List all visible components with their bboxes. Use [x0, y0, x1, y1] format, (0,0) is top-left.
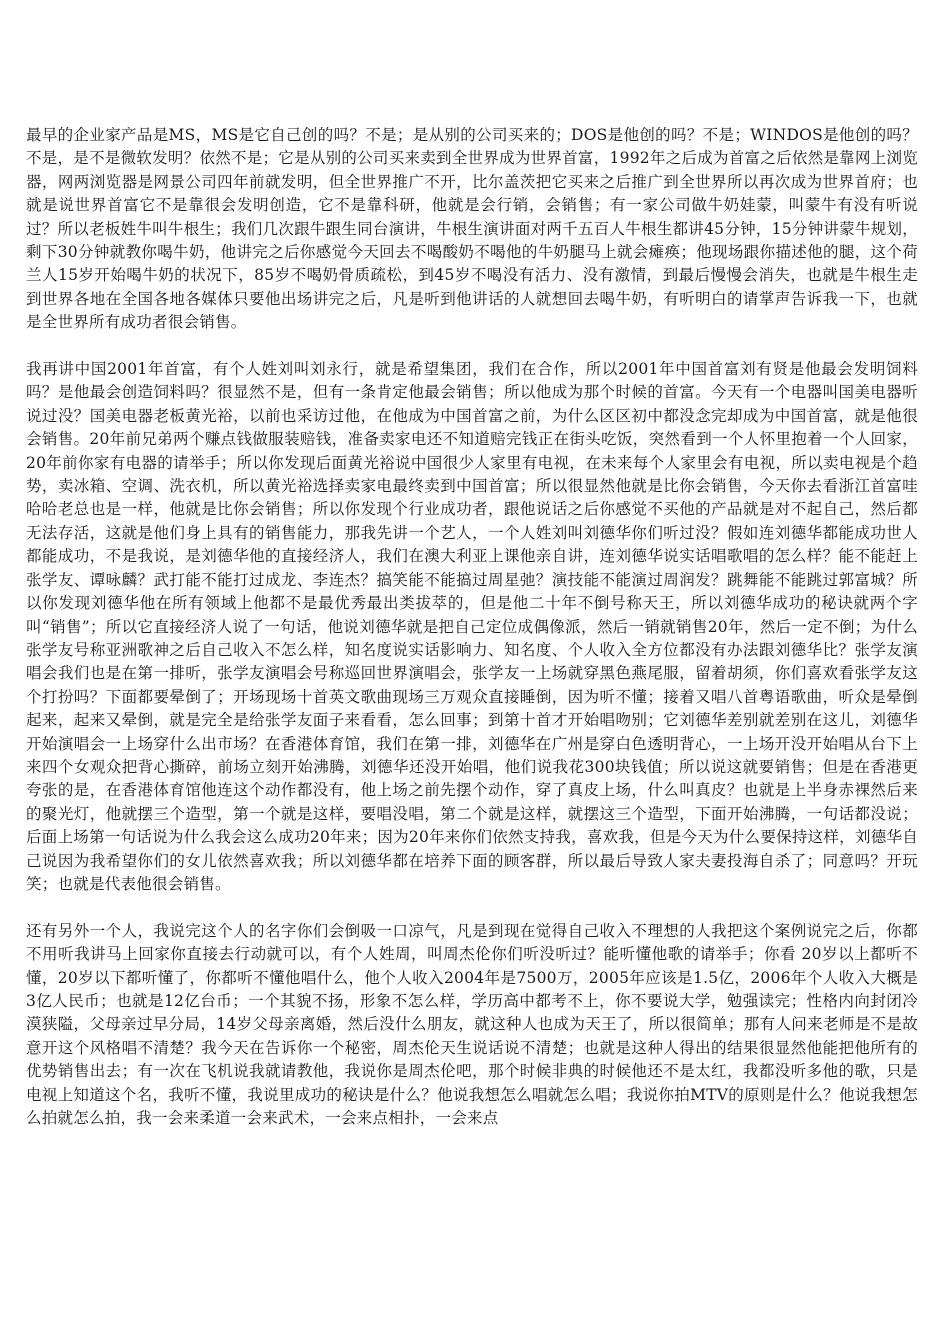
document-body [26, 124, 918, 1154]
paragraph-3: 还有另外一个人，我说完这个人的名字你们会倒吸一口凉气，凡是到现在觉得自己收入不理想的人我把这个案例说完之后，你都不用听我讲马上回家你直接去行动就可以，有个人姓周，叫周杰伦你们听没听过？能听懂他歌的请举手；你看 20岁以上都听不懂，20岁以下都听懂了，你都听不懂他唱什么，他个人收入2004年是7500万，2005年应该是1.5亿，2006年个人收入大概是3亿人民币；也就是12亿台币；一个其貌不扬，形象不怎么样，学历高中都考不上，你不要说大学，勉强读完；性格内向封闭冷漠狭隘，父母亲过早分局，14岁父母亲离婚，然后没什么朋友，就这种人也成为天王了，所以很简单；那有人问来老师是不是故意开这个风格唱不清楚？我今天在告诉你一个秘密，周杰伦天生说话说不清楚；也就是这种人得出的结果很显然他能把他所有的优势销售出去；有一次在飞机说我就请教他，我说你是周杰伦吧，那个时候非典的时候他还不是太红，我都没听多他的歌，只是电视上知道这个名，我听不懂，我说里成功的秘诀是什么？他说我想怎么唱就怎么唱；我说你拍MTV的原则是什么？他说我想怎么拍就怎么拍，我一会来柔道一会来武术，一会来点相扑，一会来点 [26, 921, 918, 1128]
paragraph-2: 我再讲中国2001年首富，有个人姓刘叫刘永行，就是希望集团，我们在合作，所以2001年中国首富刘有贤是他最会发明饲料吗？是他最会创造饲料吗？很显然不是，但有一条肯定他最会销售；所以他成为那个时候的首富。今天有一个电器叫国美电器听说过没？国美电器老板黄光裕，以前也采访过他，在他成为中国首富之前，为什么区区初中都没念完却成为中国首富，就是他很会销售。20年前兄弟两个赚点钱做服装赔钱，准备卖家电还不知道赔完钱正在街头吃饭，突然看到一个人怀里抱着一个人回家，20年前你家有电器的请举手；所以你发现后面黄光裕说中国很少人家里有电视，在未来每个人家里会有电视，所以卖电视是个趋势，卖冰箱、空调、洗衣机，所以黄光裕选择卖家电最终卖到中国首富；所以很显然他就是比你会销售，今天你去看浙江首富哇哈哈老总也是一样，他就是比你会销售；所以你发现个行业成功者，跟他说话之后你感觉不买他的产品就是对不起自己，然后都无法存活，这就是他们身上具有的销售能力，那我先讲一个艺人，一个人姓刘叫刘德华你们听过没？假如连刘德华都能成功世人都能成功，不是我说，是刘德华他的直接经济人，我们在澳大利亚上课他亲自讲，连刘德华说实话唱歌唱的怎么样？能不能赶上张学友、谭咏麟？武打能不能打过成龙、李连杰？搞笑能不能搞过周星弛？演技能不能演过周润发？跳舞能不能跳过郭富城？所以你发现刘德华他在所有领域上他都不是最优秀最出类拔萃的，但是他二十年不倒号称天王，所以刘德华成功的秘诀就两个字叫“销售”；所以它直接经济人说了一句话，他说刘德华就是把自己定位成偶像派，然后一销就销售20年，然后一定不倒；为什么张学友号称亚洲歌神之后自己收入不怎么样，知名度说实话影响力、知名度、个人收入全方位都没有办法跟刘德华比？张学友演唱会我们也是在第一排听，张学友演唱会号称巡回世界演唱会，张学友一上场就穿黑色燕尾服，留着胡须，你们喜欢看张学友这个打扮吗？下面都要晕倒了；开场现场十首英文歌曲现场三万观众直接睡倒，因为听不懂；接着又唱八首粤语歌曲，听众是晕倒起来，起来又晕倒，就是完全是给张学友面子来看看，怎么回事；到第十首才开始唱吻别；它刘德华差别就差别在这儿，刘德华开始演唱会一上场穿什么出市场？在香港体育馆，我们在第一排，刘德华在广州是穿白色透明背心，一上场开没开始唱从台下上来四个女观众把背心撕碎，前场立刻开始沸腾，刘德华还没开始唱，他们说我花300块钱值；所以说这就要销售；但是在香港更夸张的是，在香港体育馆他连这个动作都没有，他上场之前先摆个动作，穿了真皮上场，什么叫真皮？也就是上半身赤裸然后来的聚光灯，他就摆三个造型，第一个就是这样，要唱没唱，第二个就是这样，就摆这三个造型，下面开始沸腾，一句话都没说；后面上场第一句话说为什么我会这么成功20年来；因为20年来你们依然支持我，喜欢我，但是今天为什么要保持这样，刘德华自己说因为我希望你们的女儿依然喜欢我；所以刘德华都在培养下面的顾客群，所以最后导致人家夫妻投海自杀了；同意吗？开玩笑；也就是代表他很会销售。 [26, 360, 918, 893]
paragraph-1: 最早的企业家产品是MS，MS是它自己创的吗？不是；是从别的公司买来的；DOS是他创的吗？不是；WINDOS是他创的吗？不是，是不是微软发明？依然不是；它是从别的公司买来卖到全世界成为世界首富，1992年之后成为首富之后依然是靠网上浏览器，网两浏览器是网景公司四年前就发明，但全世界推广不开，比尔盖茨把它买来之后推广到全世界所以再次成为世界首府；也就是说世界首富它不是靠很会发明创造，它不是靠科研，他就是会行销，会销售；有一家公司做牛奶娃蒙，叫蒙牛有没有听说过？所以老板姓牛叫牛根生；我们几次跟牛跟生同台演讲，牛根生演讲面对两千五百人牛根生都讲45分钟，15分钟讲蒙牛规划，剩下30分钟就教你喝牛奶，他讲完之后你感觉今天回去不喝酸奶不喝他的牛奶腿马上就会瘫痪；他现场跟你描述他的腿，这个荷兰人15岁开始喝牛奶的状况下，85岁不喝奶骨质疏松，到45岁不喝没有活力、没有激情，到最后慢慢会消失，也就是牛根生走到世界各地在全国各地各媒体只要他出场讲完之后，凡是听到他讲话的人就想回去喝牛奶，有听明白的请掌声告诉我一下，也就是全世界所有成功者很会销售。 [26, 126, 918, 332]
